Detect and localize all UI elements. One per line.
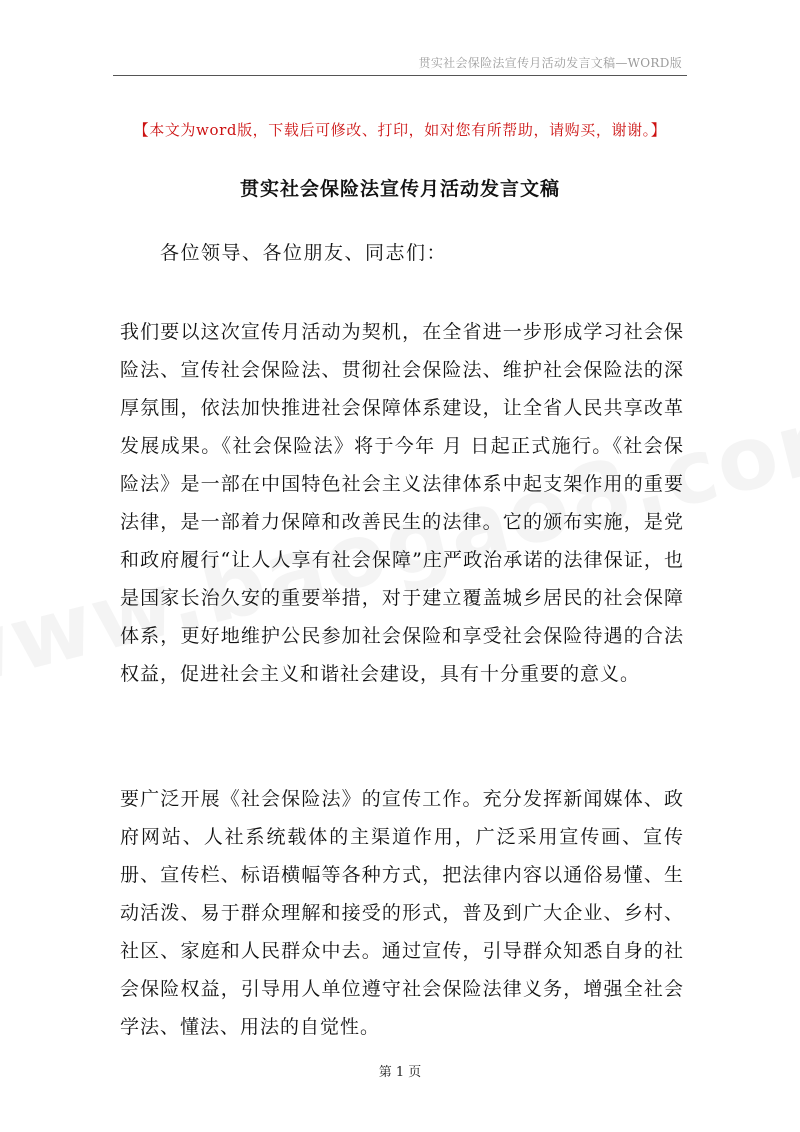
body-paragraph-1: 我们要以这次宣传月活动为契机，在全省进一步形成学习社会保险法、宣传社会保险法、贯彻社会保险法、维护社会保险法的深厚氛围，依法加快推进社会保障体系建设，让全省人民共享改革发展成果。《社会保险法》将于今年 月 日起正式施行。《社会保险法》是一部在中国特色社会主义法律体系中起支架作用的重要法律，是一部着力保障和改善民生的法律。它的颁布实施，是党和政府履行“让人人享有社会保障”庄严政治承诺的法律保证，也是国家长治久安的重要举措，对于建立覆盖城乡居民的社会保障体系，更好地维护公民参加社会保险和享受社会保险待遇的合法权益，促进社会主义和谐社会建设，具有十分重要的意义。 (120, 321, 684, 685)
document-title: 贯实社会保险法宣传月活动发言文稿 (239, 178, 560, 200)
purchase-notice: 【本文为word版，下载后可修改、打印，如对您有所帮助，请购买，谢谢。】 (133, 121, 667, 139)
header-divider (113, 75, 687, 76)
page-number: 第 1 页 (378, 1065, 422, 1080)
greeting-line: 各位领导、各位朋友、同志们： (160, 242, 448, 264)
running-header: 贯实社会保险法宣传月活动发言文稿—WORD版 (418, 56, 682, 70)
body-paragraph-2: 要广泛开展《社会保险法》的宣传工作。充分发挥新闻媒体、政府网站、人社系统载体的主渠道作用，广泛采用宣传画、宣传册、宣传栏、标语横幅等各种方式，把法律内容以通俗易懂、生动活泼、易于群众理解和接受的形式，普及到广大企业、乡村、社区、家庭和人民群众中去。通过宣传，引导群众知悉自身的社会保险权益，引导用人单位遵守社会保险法律义务，增强全社会学法、懂法、用法的自觉性。 (120, 788, 684, 1038)
